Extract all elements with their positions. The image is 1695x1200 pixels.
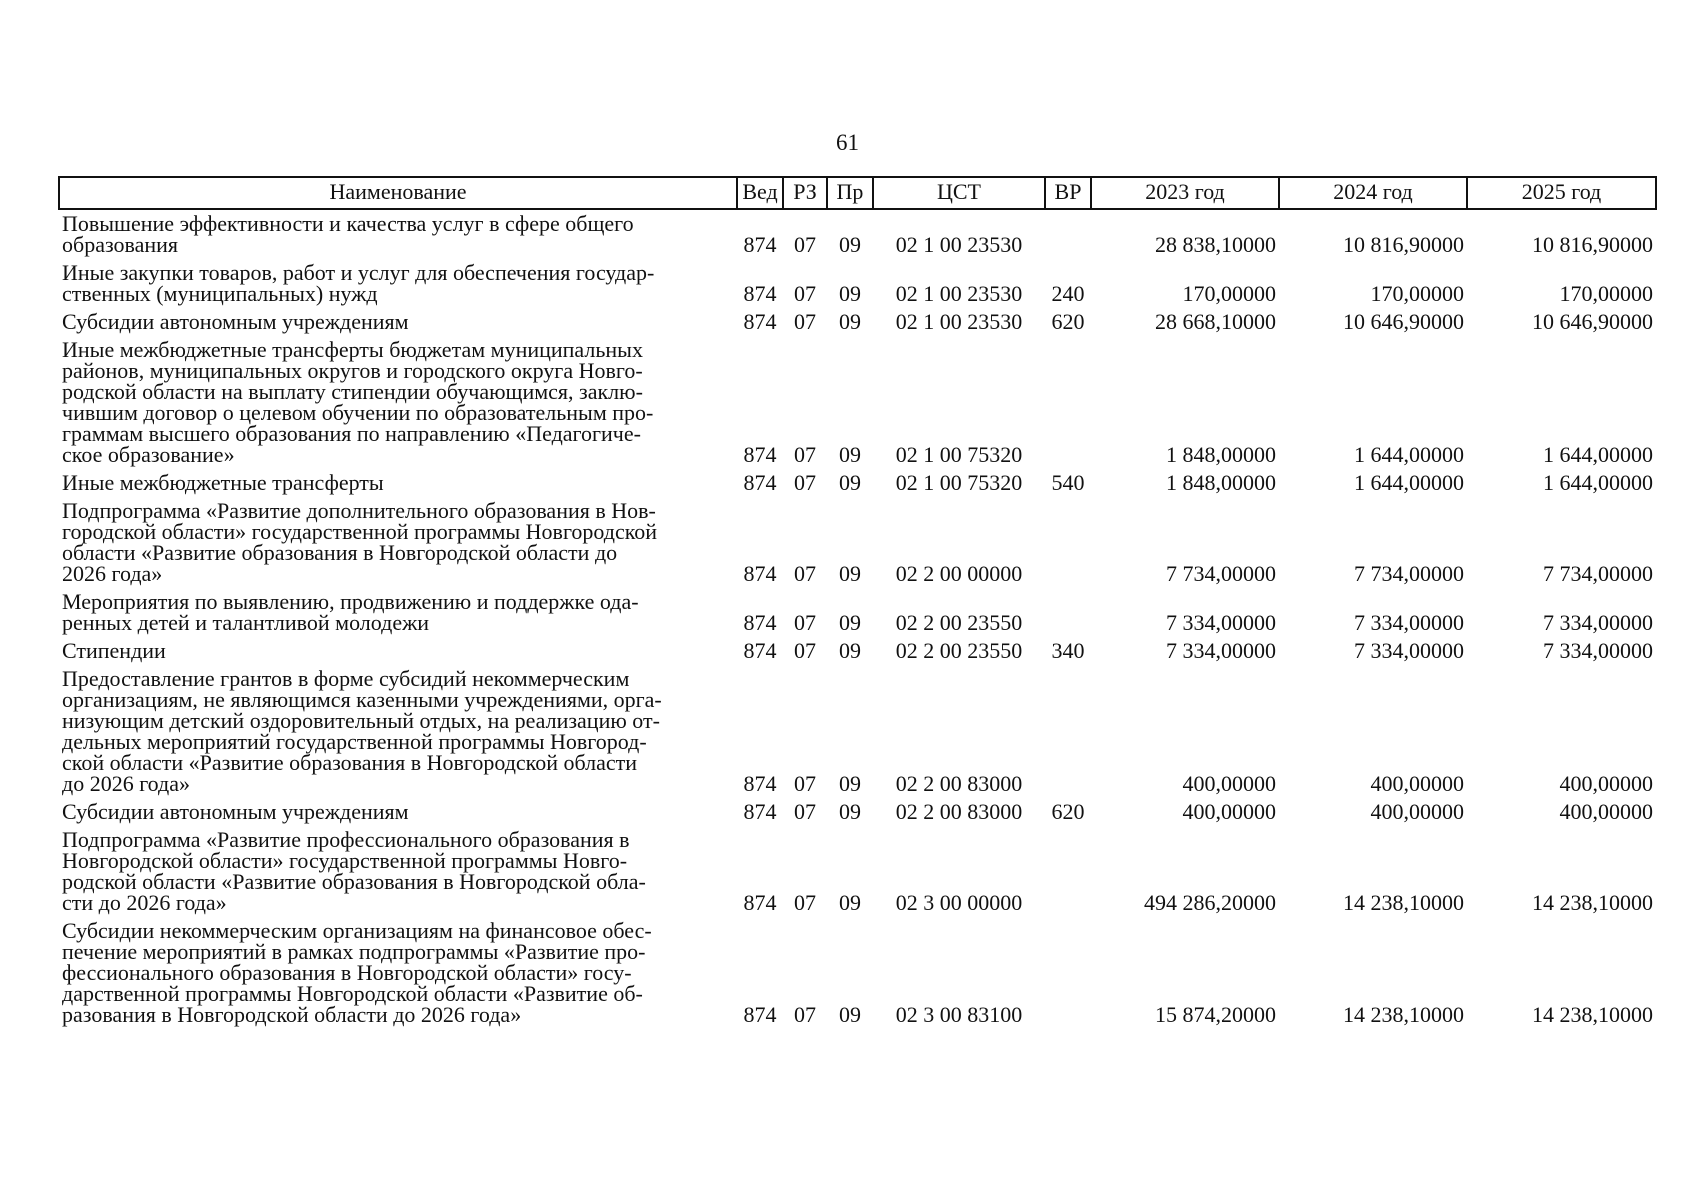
cell-name-line: образования [62, 232, 179, 257]
cell-name [59, 917, 737, 1029]
cell-2024: 7 334,00000 [1354, 610, 1464, 635]
cell-name-line: Иные закупки товаров, работ и услуг для обеспечения государ- [62, 260, 655, 285]
cell-ved: 874 [743, 610, 777, 635]
cell-name-line: разования в Новгородской области до 2026 года» [62, 1002, 522, 1027]
cell-name [59, 588, 737, 637]
cell-name [59, 259, 737, 308]
header-pr: Пр [827, 177, 873, 209]
cell-name-line: Мероприятия по выявлению, продвижению и поддержке ода- [62, 589, 639, 614]
cell-2025: 400,00000 [1559, 771, 1653, 796]
cell-rz: 07 [794, 442, 816, 467]
table-row [59, 209, 1656, 259]
cell-name-line: Подпрограмма «Развитие профессионального образования в [62, 827, 630, 852]
cell-cst: 02 2 00 83000 [895, 799, 1023, 824]
cell-2024: 1 644,00000 [1354, 442, 1464, 467]
cell-ved: 874 [743, 561, 777, 586]
cell-2025: 10 816,90000 [1532, 232, 1653, 257]
cell-rz: 07 [794, 309, 816, 334]
cell-2025: 7 334,00000 [1543, 638, 1653, 663]
cell-name-line: районов, муниципальных округов и городского округа Новго- [62, 358, 643, 383]
cell-cst: 02 3 00 83100 [895, 1002, 1023, 1027]
table-row [59, 588, 1656, 637]
cell-name-line: дельных мероприятий государственной программы Новгород- [62, 729, 647, 754]
cell-2024: 400,00000 [1370, 799, 1464, 824]
cell-2025: 14 238,10000 [1532, 1002, 1653, 1027]
cell-name [59, 637, 737, 665]
cell-pr: 09 [839, 771, 861, 796]
cell-2023: 170,00000 [1182, 281, 1276, 306]
cell-cst: 02 1 00 75320 [895, 470, 1023, 495]
cell-name-line: ренных детей и талантливой молодежи [62, 610, 430, 635]
cell-name-line: Иные межбюджетные трансферты бюджетам муниципальных [62, 337, 643, 362]
cell-cst: 02 1 00 23530 [895, 232, 1023, 257]
cell-name-line: до 2026 года» [62, 771, 190, 796]
cell-2024: 14 238,10000 [1343, 890, 1464, 915]
cell-name-line: низующим детский оздоровительный отдых, на реализацию от- [62, 708, 660, 733]
cell-pr: 09 [839, 232, 861, 257]
cell-name-line: области «Развитие образования в Новгородской области до [62, 540, 618, 565]
cell-pr: 09 [839, 281, 861, 306]
cell-vr: 620 [1051, 309, 1085, 334]
cell-pr: 09 [839, 309, 861, 334]
cell-name-line: граммам высшего образования по направлению «Педагогиче- [62, 421, 641, 446]
cell-2024: 10 816,90000 [1343, 232, 1464, 257]
cell-name-line: ственных (муниципальных) нужд [62, 281, 378, 306]
cell-name [59, 798, 737, 826]
cell-name [59, 497, 737, 588]
cell-rz: 07 [794, 470, 816, 495]
cell-2025: 170,00000 [1559, 281, 1653, 306]
table-header-row [59, 177, 1656, 209]
cell-rz: 07 [794, 799, 816, 824]
cell-ved: 874 [743, 771, 777, 796]
cell-2024: 14 238,10000 [1343, 1002, 1464, 1027]
cell-pr: 09 [839, 799, 861, 824]
cell-name-line: родской области «Развитие образования в Новгородской обла- [62, 869, 646, 894]
cell-2025: 1 644,00000 [1543, 470, 1653, 495]
table-row [59, 798, 1656, 826]
cell-name-line: фессионального образования в Новгородской области» госу- [62, 960, 632, 985]
cell-vr: 340 [1051, 638, 1085, 663]
cell-name-line: печение мероприятий в рамках подпрограммы «Развитие про- [62, 939, 646, 964]
cell-cst: 02 2 00 83000 [895, 771, 1023, 796]
header-name: Наименование [59, 177, 737, 209]
cell-rz: 07 [794, 771, 816, 796]
table-row [59, 637, 1656, 665]
cell-2024: 170,00000 [1370, 281, 1464, 306]
cell-2023: 1 848,00000 [1166, 470, 1276, 495]
page-number: 61 [836, 130, 859, 155]
header-vr: ВР [1045, 177, 1091, 209]
cell-rz: 07 [794, 232, 816, 257]
cell-2025: 7 334,00000 [1543, 610, 1653, 635]
cell-name [59, 469, 737, 497]
cell-2025: 1 644,00000 [1543, 442, 1653, 467]
cell-name-line: ское образование» [62, 442, 235, 467]
cell-cst: 02 1 00 75320 [895, 442, 1023, 467]
cell-rz: 07 [794, 610, 816, 635]
cell-pr: 09 [839, 442, 861, 467]
cell-cst: 02 1 00 23530 [895, 281, 1023, 306]
cell-2023: 15 874,20000 [1155, 1002, 1276, 1027]
table-row [59, 308, 1656, 336]
cell-ved: 874 [743, 281, 777, 306]
cell-2024: 400,00000 [1370, 771, 1464, 796]
cell-name-line: городской области» государственной программы Новгородской [62, 519, 658, 544]
cell-pr: 09 [839, 470, 861, 495]
cell-name-line: Подпрограмма «Развитие дополнительного образования в Нов- [62, 498, 656, 523]
table-row [59, 497, 1656, 588]
cell-rz: 07 [794, 1002, 816, 1027]
cell-name-line: Субсидии некоммерческим организациям на финансовое обес- [62, 918, 652, 943]
cell-vr [1045, 209, 1091, 259]
cell-2024: 10 646,90000 [1343, 309, 1464, 334]
cell-rz: 07 [794, 561, 816, 586]
cell-pr: 09 [839, 610, 861, 635]
cell-cst: 02 1 00 23530 [895, 309, 1023, 334]
cell-2025: 10 646,90000 [1532, 309, 1653, 334]
cell-2025: 400,00000 [1559, 799, 1653, 824]
cell-vr [1045, 917, 1091, 1029]
cell-name-line: организациям, не являющимся казенными учреждениями, орга- [62, 687, 662, 712]
cell-pr: 09 [839, 1002, 861, 1027]
cell-ved: 874 [743, 890, 777, 915]
cell-2023: 7 734,00000 [1166, 561, 1276, 586]
table-row [59, 665, 1656, 798]
cell-name-line: чившим договор о целевом обучении по образовательным про- [62, 400, 654, 425]
cell-name-line: ской области «Развитие образования в Новгородской области [62, 750, 638, 775]
cell-name-line: Повышение эффективности и качества услуг в сфере общего [62, 211, 634, 236]
cell-name [59, 826, 737, 917]
cell-rz: 07 [794, 638, 816, 663]
cell-name-line: сти до 2026 года» [62, 890, 227, 915]
cell-2023: 1 848,00000 [1166, 442, 1276, 467]
cell-pr: 09 [839, 638, 861, 663]
table-row [59, 826, 1656, 917]
table-row [59, 917, 1656, 1029]
cell-name [59, 308, 737, 336]
cell-2023: 7 334,00000 [1166, 610, 1276, 635]
cell-2024: 7 734,00000 [1354, 561, 1464, 586]
header-cst: ЦСТ [873, 177, 1045, 209]
cell-vr [1045, 588, 1091, 637]
cell-ved: 874 [743, 309, 777, 334]
cell-name-line: Стипендии [62, 638, 166, 663]
cell-vr: 620 [1051, 799, 1085, 824]
cell-ved: 874 [743, 799, 777, 824]
cell-2023: 28 838,10000 [1155, 232, 1276, 257]
cell-pr: 09 [839, 561, 861, 586]
cell-name-line: родской области на выплату стипендии обучающимся, заклю- [62, 379, 643, 404]
cell-ved: 874 [743, 232, 777, 257]
cell-2023: 400,00000 [1182, 771, 1276, 796]
cell-name [59, 209, 737, 259]
cell-name-line: 2026 года» [62, 561, 163, 586]
cell-cst: 02 2 00 23550 [895, 610, 1023, 635]
cell-2023: 400,00000 [1182, 799, 1276, 824]
cell-vr: 240 [1051, 281, 1085, 306]
cell-cst: 02 3 00 00000 [895, 890, 1023, 915]
cell-2023: 7 334,00000 [1166, 638, 1276, 663]
cell-rz: 07 [794, 281, 816, 306]
table-row [59, 259, 1656, 308]
cell-ved: 874 [743, 638, 777, 663]
cell-2024: 7 334,00000 [1354, 638, 1464, 663]
cell-pr: 09 [839, 890, 861, 915]
cell-name-line: Субсидии автономным учреждениям [62, 799, 409, 824]
cell-name-line: Новгородской области» государственной программы Новго- [62, 848, 628, 873]
header-ved: Вед [737, 177, 783, 209]
cell-2023: 494 286,20000 [1144, 890, 1276, 915]
cell-2024: 1 644,00000 [1354, 470, 1464, 495]
cell-ved: 874 [743, 442, 777, 467]
cell-2025: 14 238,10000 [1532, 890, 1653, 915]
cell-name [59, 336, 737, 469]
cell-2023: 28 668,10000 [1155, 309, 1276, 334]
table-body [59, 209, 1656, 1029]
cell-vr [1045, 826, 1091, 917]
header-2024: 2024 год [1279, 177, 1467, 209]
header-rz: РЗ [783, 177, 827, 209]
cell-vr: 540 [1051, 470, 1085, 495]
cell-name-line: Иные межбюджетные трансферты [62, 470, 384, 495]
cell-vr [1045, 665, 1091, 798]
cell-cst: 02 2 00 00000 [895, 561, 1023, 586]
cell-ved: 874 [743, 470, 777, 495]
cell-rz: 07 [794, 890, 816, 915]
cell-name-line: Предоставление грантов в форме субсидий некоммерческим [62, 666, 630, 691]
cell-name [59, 665, 737, 798]
cell-2025: 7 734,00000 [1543, 561, 1653, 586]
cell-vr [1045, 497, 1091, 588]
table-row [59, 469, 1656, 497]
cell-cst: 02 2 00 23550 [895, 638, 1023, 663]
cell-name-line: Субсидии автономным учреждениям [62, 309, 409, 334]
header-2023: 2023 год [1091, 177, 1279, 209]
cell-vr [1045, 336, 1091, 469]
table-row [59, 336, 1656, 469]
header-2025: 2025 год [1467, 177, 1656, 209]
cell-ved: 874 [743, 1002, 777, 1027]
budget-table [58, 176, 1657, 1029]
cell-name-line: дарственной программы Новгородской области «Развитие об- [62, 981, 643, 1006]
